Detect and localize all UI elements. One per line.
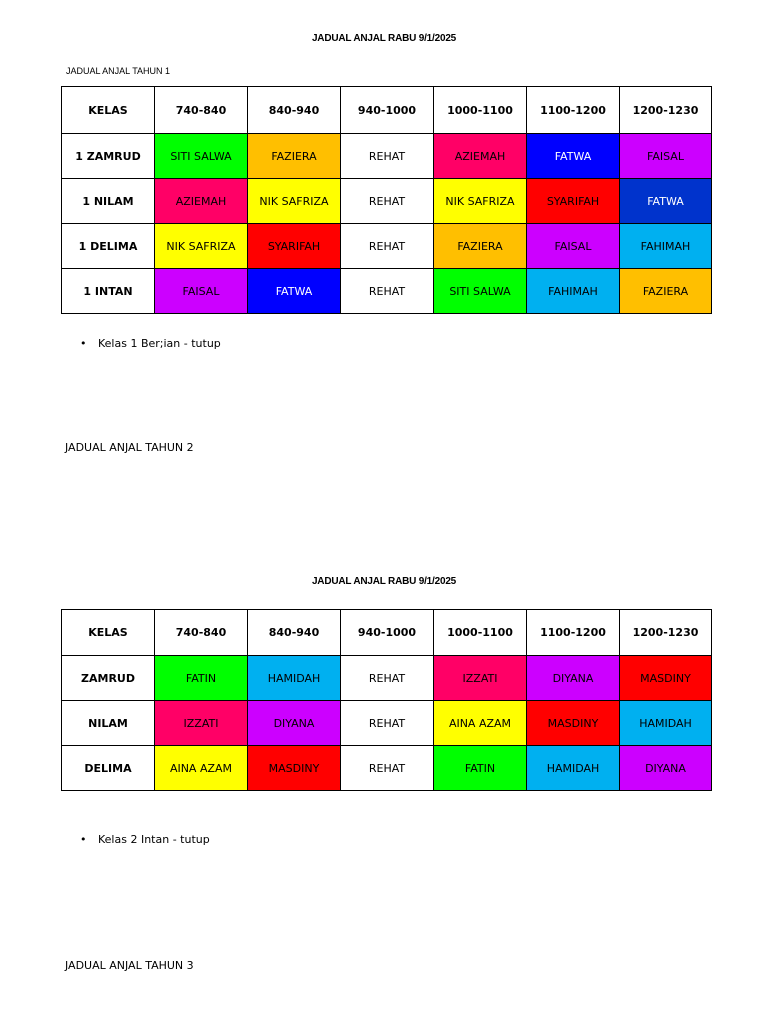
header-kelas: KELAS (62, 610, 155, 656)
break-cell: REHAT (341, 701, 434, 746)
break-cell: REHAT (341, 746, 434, 791)
header-time-slot: 740-840 (155, 87, 248, 134)
header-time-slot: 940-1000 (341, 610, 434, 656)
teacher-cell: FATIN (434, 746, 527, 791)
teacher-cell: FAZIERA (248, 134, 341, 179)
table-header-row (62, 87, 712, 134)
class-name-cell: DELIMA (62, 746, 155, 791)
page-title-1: JADUAL ANJAL RABU 9/1/2025 (311, 33, 457, 44)
teacher-cell: FAZIERA (434, 224, 527, 269)
teacher-cell: MASDINY (527, 701, 620, 746)
teacher-cell: AINA AZAM (155, 746, 248, 791)
class-name-cell: 1 DELIMA (62, 224, 155, 269)
caption-tahun-1: JADUAL ANJAL TAHUN 1 (66, 66, 171, 76)
header-time-slot: 840-940 (248, 87, 341, 134)
class-name-cell: ZAMRUD (62, 656, 155, 701)
table-row (62, 269, 712, 314)
teacher-cell: NIK SAFRIZA (434, 179, 527, 224)
teacher-cell: FAISAL (527, 224, 620, 269)
table-row (62, 746, 712, 791)
class-name-cell: 1 NILAM (62, 179, 155, 224)
table-row (62, 179, 712, 224)
teacher-cell: AZIEMAH (434, 134, 527, 179)
teacher-cell: SYARIFAH (248, 224, 341, 269)
teacher-cell: DIYANA (527, 656, 620, 701)
class-name-cell: NILAM (62, 701, 155, 746)
note-text: Kelas 2 Intan - tutup (98, 833, 210, 846)
break-cell: REHAT (341, 179, 434, 224)
caption-tahun-3: JADUAL ANJAL TAHUN 3 (65, 959, 194, 972)
note-text: Kelas 1 Ber;ian - tutup (98, 337, 221, 350)
schedule-table-tahun-1 (61, 86, 712, 314)
teacher-cell: SITI SALWA (155, 134, 248, 179)
table-row (62, 224, 712, 269)
break-cell: REHAT (341, 656, 434, 701)
header-time-slot: 1100-1200 (527, 610, 620, 656)
teacher-cell: FAHIMAH (620, 224, 712, 269)
page-title-2: JADUAL ANJAL RABU 9/1/2025 (311, 576, 457, 587)
teacher-cell: FAISAL (620, 134, 712, 179)
class-name-cell: 1 ZAMRUD (62, 134, 155, 179)
teacher-cell: AINA AZAM (434, 701, 527, 746)
teacher-cell: FAISAL (155, 269, 248, 314)
header-time-slot: 1100-1200 (527, 87, 620, 134)
teacher-cell: FATWA (620, 179, 712, 224)
teacher-cell: HAMIDAH (248, 656, 341, 701)
teacher-cell: FATWA (248, 269, 341, 314)
teacher-cell: NIK SAFRIZA (248, 179, 341, 224)
teacher-cell: FATWA (527, 134, 620, 179)
header-kelas: KELAS (62, 87, 155, 134)
teacher-cell: NIK SAFRIZA (155, 224, 248, 269)
teacher-cell: IZZATI (155, 701, 248, 746)
schedule-table-tahun-2 (61, 609, 712, 791)
table-row (62, 701, 712, 746)
bullet-icon: • (80, 337, 87, 350)
break-cell: REHAT (341, 269, 434, 314)
teacher-cell: DIYANA (248, 701, 341, 746)
break-cell: REHAT (341, 134, 434, 179)
header-time-slot: 1200-1230 (620, 87, 712, 134)
header-time-slot: 1200-1230 (620, 610, 712, 656)
teacher-cell: HAMIDAH (620, 701, 712, 746)
teacher-cell: DIYANA (620, 746, 712, 791)
break-cell: REHAT (341, 224, 434, 269)
class-name-cell: 1 INTAN (62, 269, 155, 314)
teacher-cell: MASDINY (248, 746, 341, 791)
header-time-slot: 1000-1100 (434, 87, 527, 134)
teacher-cell: SYARIFAH (527, 179, 620, 224)
teacher-cell: FAZIERA (620, 269, 712, 314)
header-time-slot: 940-1000 (341, 87, 434, 134)
teacher-cell: MASDINY (620, 656, 712, 701)
header-time-slot: 1000-1100 (434, 610, 527, 656)
bullet-icon: • (80, 833, 87, 846)
caption-tahun-2: JADUAL ANJAL TAHUN 2 (65, 441, 194, 454)
header-time-slot: 840-940 (248, 610, 341, 656)
teacher-cell: SITI SALWA (434, 269, 527, 314)
teacher-cell: AZIEMAH (155, 179, 248, 224)
table-header-row (62, 610, 712, 656)
table-row (62, 134, 712, 179)
table-row (62, 656, 712, 701)
header-time-slot: 740-840 (155, 610, 248, 656)
teacher-cell: IZZATI (434, 656, 527, 701)
teacher-cell: FAHIMAH (527, 269, 620, 314)
teacher-cell: HAMIDAH (527, 746, 620, 791)
note-tahun-1 (80, 337, 221, 350)
teacher-cell: FATIN (155, 656, 248, 701)
note-tahun-2 (80, 833, 210, 846)
